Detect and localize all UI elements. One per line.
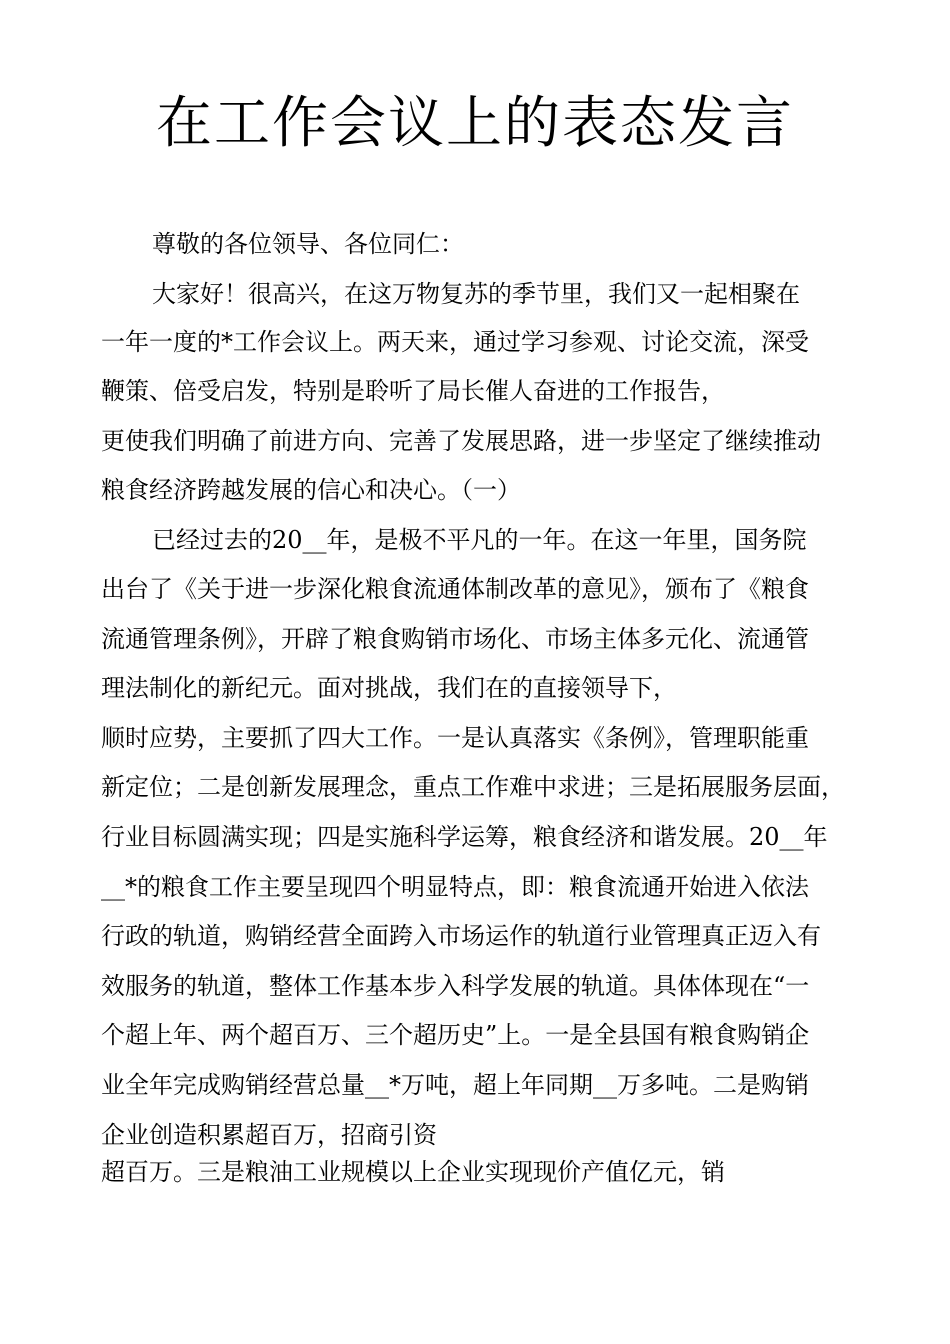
paragraph-line: 大家好！很高兴，在这万物复苏的季节里，我们又一起相聚在 bbox=[152, 280, 800, 308]
paragraph-line: __*的粮食工作主要呈现四个明显特点，即：粮食流通开始进入依法 bbox=[101, 873, 809, 901]
paragraph-line: 行业目标圆满实现；四是实施科学运筹，粮食经济和谐发展。20__年 bbox=[101, 823, 828, 851]
paragraph-line: 超百万。三是粮油工业规模以上企业实现现价产值亿元，销 bbox=[101, 1158, 725, 1186]
paragraph-line: 个超上年、两个超百万、三个超历史”上。一是全县国有粮食购销企 bbox=[101, 1021, 810, 1049]
paragraph-line: 理法制化的新纪元。面对挑战，我们在的直接领导下， bbox=[101, 674, 677, 702]
paragraph-line: 流通管理条例》，开辟了粮食购销市场化、市场主体多元化、流通管 bbox=[101, 625, 809, 653]
paragraph-line: 鞭策、倍受启发，特别是聆听了局长催人奋进的工作报告， bbox=[101, 377, 725, 405]
paragraph-line: 新定位；二是创新发展理念，重点工作难中求进；三是拓展服务层面， bbox=[101, 773, 845, 801]
paragraph-line: 一年一度的*工作会议上。两天来，通过学习参观、讨论交流，深受 bbox=[101, 328, 809, 356]
salutation-line: 尊敬的各位领导、各位同仁： bbox=[152, 230, 464, 258]
paragraph-line: 效服务的轨道，整体工作基本步入科学发展的轨道。具体体现在“一 bbox=[101, 972, 810, 1000]
paragraph-line: 粮食经济跨越发展的信心和决心。（一） bbox=[101, 476, 521, 504]
paragraph-line: 出台了《关于进一步深化粮食流通体制改革的意见》，颁布了《粮食 bbox=[101, 575, 809, 603]
paragraph-line: 更使我们明确了前进方向、完善了发展思路，进一步坚定了继续推动 bbox=[101, 427, 821, 455]
paragraph-line: 企业创造积累超百万，招商引资 bbox=[101, 1121, 437, 1149]
document-title: 在工作会议上的表态发言 bbox=[156, 91, 794, 156]
paragraph-line: 顺时应势，主要抓了四大工作。一是认真落实《条例》，管理职能重 bbox=[101, 724, 809, 752]
paragraph-line: 业全年完成购销经营总量__*万吨，超上年同期__万多吨。二是购销 bbox=[101, 1071, 809, 1099]
paragraph-line: 行政的轨道，购销经营全面跨入市场运作的轨道行业管理真正迈入有 bbox=[101, 922, 821, 950]
paragraph-line: 已经过去的20__年，是极不平凡的一年。在这一年里，国务院 bbox=[152, 526, 807, 554]
